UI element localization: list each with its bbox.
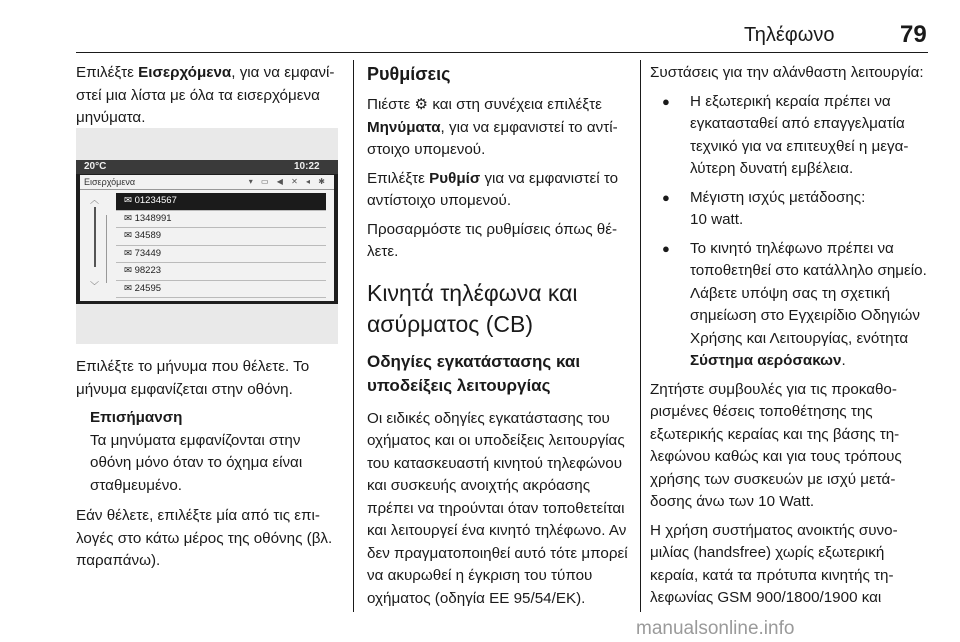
column-3 xyxy=(650,62,930,616)
panel-divider xyxy=(80,189,334,190)
column-divider-2 xyxy=(640,60,641,612)
clock-readout: 10:22 xyxy=(294,161,320,172)
page-number: 79 xyxy=(900,21,927,48)
message-item[interactable]: ✉ 24595 xyxy=(116,281,326,299)
scroll-down-icon[interactable]: ﹀ xyxy=(90,281,100,291)
column-2 xyxy=(367,62,633,616)
bullet-antenna: ● Η εξωτερική κεραία πρέπει να εγκατασταθεί από επαγγελματία τεχνικό για να επιτευχθεί η μεγαλύτερη δυνατή εμβέλεια. xyxy=(650,91,930,181)
section-title: Κινητά τηλέφωνα και ασύρματος (CB) xyxy=(367,279,578,337)
paragraph-installation: Οι ειδικές οδηγίες εγκατάστασης του οχήματος και οι υποδείξεις λειτουργίας του κατασκευαστή κινητού τηλεφώνου και συσκευής ανοιχτής ακρόασης πρέπει να τηρούνται όταν τοποθετείται και λειτουργεί ένα κινητό τηλέφωνο. Αν δεν πραγματοποιηθεί αυτό τότε μπορεί να ακυρωθεί η έγκριση του τύπου οχήματος (οδηγία ΕΕ 95/54/ΕΚ). xyxy=(367,409,628,607)
paragraph-select-message: Επιλέξτε το μήνυμα που θέλετε. Το μήνυμα εμφανίζεται στην οθόνη. xyxy=(76,358,310,398)
settings-heading: Ρυθμίσεις xyxy=(367,64,451,84)
column-1-lower xyxy=(76,356,344,579)
note-box xyxy=(76,407,344,497)
message-item[interactable]: ✉ 73449 xyxy=(116,246,326,264)
message-item[interactable]: ✉ 34589 xyxy=(116,228,326,246)
paragraph-press-settings: Πιέστε ⚙ και στη συνέχεια επιλέξτε Μηνύματα, για να εμφανιστεί το αντίστοιχο υπομενού. xyxy=(367,96,618,158)
paragraph-options: Εάν θέλετε, επιλέξτε μία από τις επιλογές στο κάτω μέρος της οθόνης (βλ. παραπάνω). xyxy=(76,507,333,569)
status-icons: ▾ ▭ ◀ ✕ ◂ ✱ xyxy=(248,177,328,186)
paragraph-adjust: Προσαρμόστε τις ρυθμίσεις όπως θέλετε. xyxy=(367,220,618,260)
scrollbar-thumb[interactable] xyxy=(94,207,96,267)
message-item[interactable]: ✉ 1348991 xyxy=(116,211,326,229)
scrollbar-track xyxy=(106,215,107,283)
display-screen xyxy=(76,160,338,304)
message-list xyxy=(116,193,326,298)
page-title: Τηλέφωνο xyxy=(744,24,835,46)
installation-subheading: Οδηγίες εγκατάστασης και υποδείξεις λειτουργίας xyxy=(367,351,581,395)
paragraph-handsfree: Η χρήση συστήματος ανοικτής συνομιλίας (handsfree) χωρίς εξωτερική κεραία, κατά τα πρότυπα κινητής τηλεφωνίας GSM 900/1800/1900 και xyxy=(650,521,898,606)
inbox-title: Εισερχόμενα xyxy=(84,177,136,187)
bullet-power: ● Μέγιστη ισχύς μετάδοσης: 10 watt. xyxy=(650,187,930,232)
scroll-up-icon[interactable]: ︿ xyxy=(90,195,100,205)
display-status-bar xyxy=(76,160,338,174)
note-title: Επισήμανση xyxy=(90,409,183,426)
inbox-panel xyxy=(80,175,334,301)
paragraph-recommendations: Συστάσεις για την αλάνθαστη λειτουργία: xyxy=(650,64,924,81)
message-item[interactable]: ✉ 01234567 xyxy=(116,193,326,211)
column-divider-1 xyxy=(353,60,354,612)
site-watermark: manualsonline.info xyxy=(636,618,795,639)
infotainment-screenshot xyxy=(76,128,338,344)
header-divider xyxy=(76,52,928,53)
message-item[interactable]: ✉ 98223 xyxy=(116,263,326,281)
paragraph-advice: Ζητήστε συμβουλές για τις προκαθορισμένες θέσεις τοποθέτησης της εξωτερικής κεραίας και της βάσης τηλεφώνου καθώς και για τους τρόπους χρήσης των συσκευών με ισχύ μετάδοσης άνω των 10 Watt. xyxy=(650,380,902,510)
paragraph-select-settings: Επιλέξτε Ρυθμίσ για να εμφανιστεί το αντίστοιχο υπομενού. xyxy=(367,169,619,209)
paragraph-incoming: Επιλέξτε Εισερχόμενα, για να εμφανίστεί μια λίστα με όλα τα εισερχόμενα μηνύματα. xyxy=(76,64,335,126)
column-1 xyxy=(76,62,344,136)
note-text: Τα μηνύματα εμφανίζονται στην οθόνη μόνο όταν το όχημα είναι σταθμευμένο. xyxy=(90,431,303,494)
bullet-placement: ● Το κινητό τηλέφωνο πρέπει να τοποθετηθεί στο κατάλληλο σημείο. Λάβετε υπόψη σας τη σχετική σημείωση στο Εγχειρίδιο Οδηγιών Χρήσης και Λειτουργίας, ενότητα Σύστημα αερόσακων. xyxy=(650,238,930,373)
temperature-readout: 20°C xyxy=(84,161,107,172)
settings-gear-icon: ⚙ xyxy=(414,96,429,113)
